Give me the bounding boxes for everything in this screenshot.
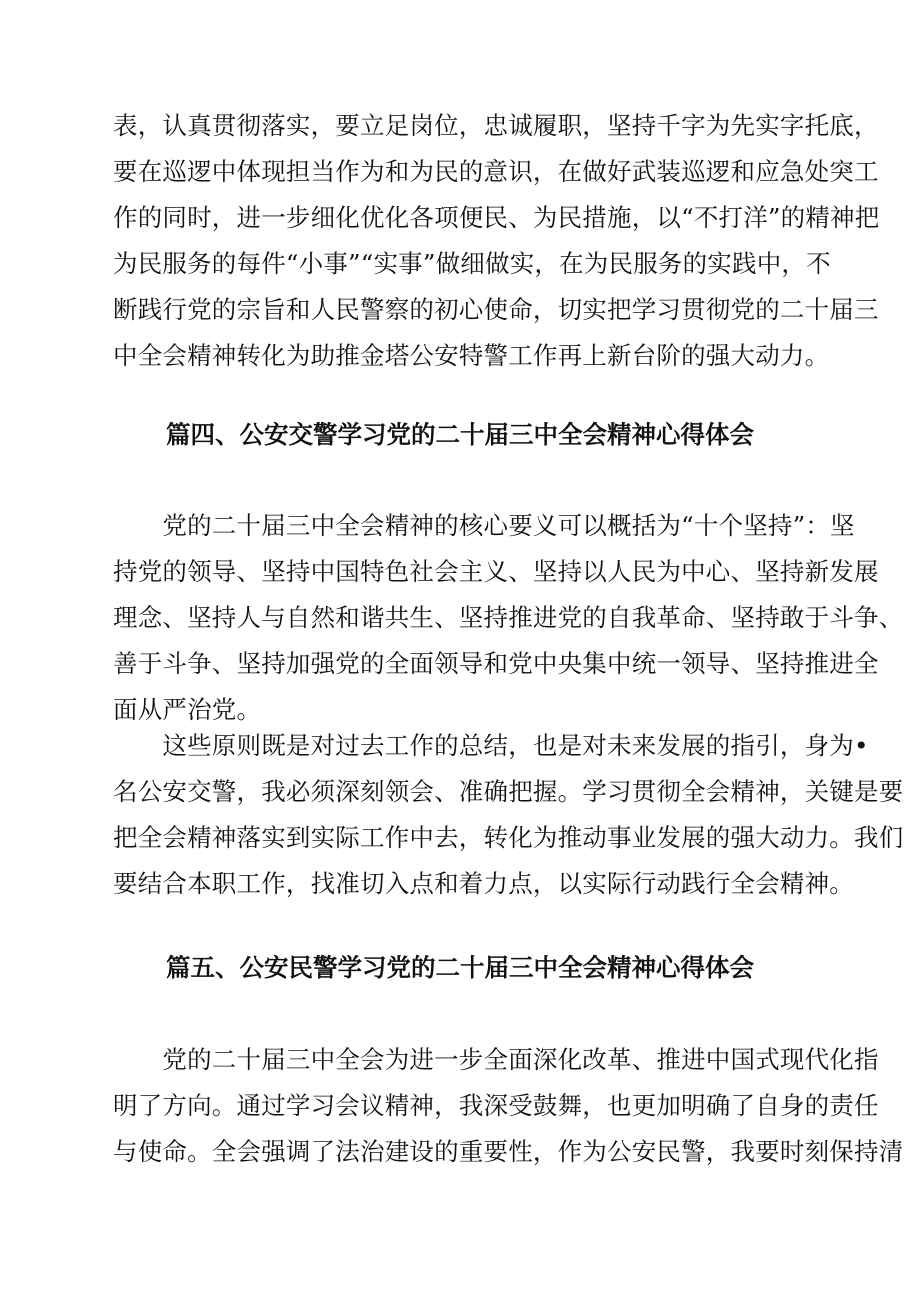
section5-paragraph-1 — [113, 1037, 904, 1175]
text-line: 党的二十届三中全会精神的核心要义可以概括为“十个坚持”：坚 — [113, 511, 855, 540]
section4-paragraph-2 — [113, 723, 904, 907]
text-line: 表，认真贯彻落实，要立足岗位，忠诚履职，坚持千字为先实字托底， — [113, 111, 879, 140]
text-line: 要在巡逻中体现担当作为和为民的意识，在做好武装巡逻和应急处突工 — [113, 157, 879, 186]
text-line: 明了方向。通过学习会议精神，我深受鼓舞，也更加明确了自身的责任 — [113, 1091, 879, 1120]
text-line: 持党的领导、坚持中国特色社会主义、坚持以人民为中心、坚持新发展 — [113, 557, 879, 586]
text-line: 作的同时，进一步细化优化各项便民、为民措施，以“不打洋”的精神把 — [113, 203, 880, 232]
text-line: 为民服务的每件“小事”“实事”做细做实，在为民服务的实践中，不 — [113, 249, 831, 278]
text-line: 理念、坚持人与自然和谐共生、坚持推进党的自我革命、坚持敢于斗争、 — [113, 603, 904, 632]
section3-tail-paragraph — [113, 103, 880, 379]
text-line: 面从严治党。 — [113, 695, 262, 724]
text-line: 名公安交警，我必须深刻领会、准确把握。学习贯彻全会精神，关键是要 — [113, 777, 904, 806]
text-line: 中全会精神转化为助推金塔公安特警工作再上新台阶的强大动力。 — [113, 341, 830, 370]
text-line: 党的二十届三中全会为进一步全面深化改革、推进中国式现代化指 — [113, 1045, 879, 1074]
text-line: 善于斗争、坚持加强党的全面领导和党中央集中统一领导、坚持推进全 — [113, 649, 879, 678]
text-line: 断践行党的宗旨和人民警察的初心使命，切实把学习贯彻党的二十届三 — [113, 295, 879, 324]
text-line: 要结合本职工作，找准切入点和着力点，以实际行动践行全会精神。 — [113, 869, 854, 898]
section4-paragraph-1 — [113, 503, 904, 733]
section4-title: 篇四、公安交警学习党的二十届三中全会精神心得体会 — [166, 420, 754, 449]
text-line: 这些原则既是对过去工作的总结，也是对未来发展的指引，身为• — [113, 731, 869, 760]
section5-title: 篇五、公安民警学习党的二十届三中全会精神心得体会 — [166, 953, 754, 982]
text-line: 与使命。全会强调了法治建设的重要性，作为公安民警，我要时刻保持清 — [113, 1137, 904, 1166]
text-line: 把全会精神落实到实际工作中去，转化为推动事业发展的强大动力。我们 — [113, 823, 904, 852]
